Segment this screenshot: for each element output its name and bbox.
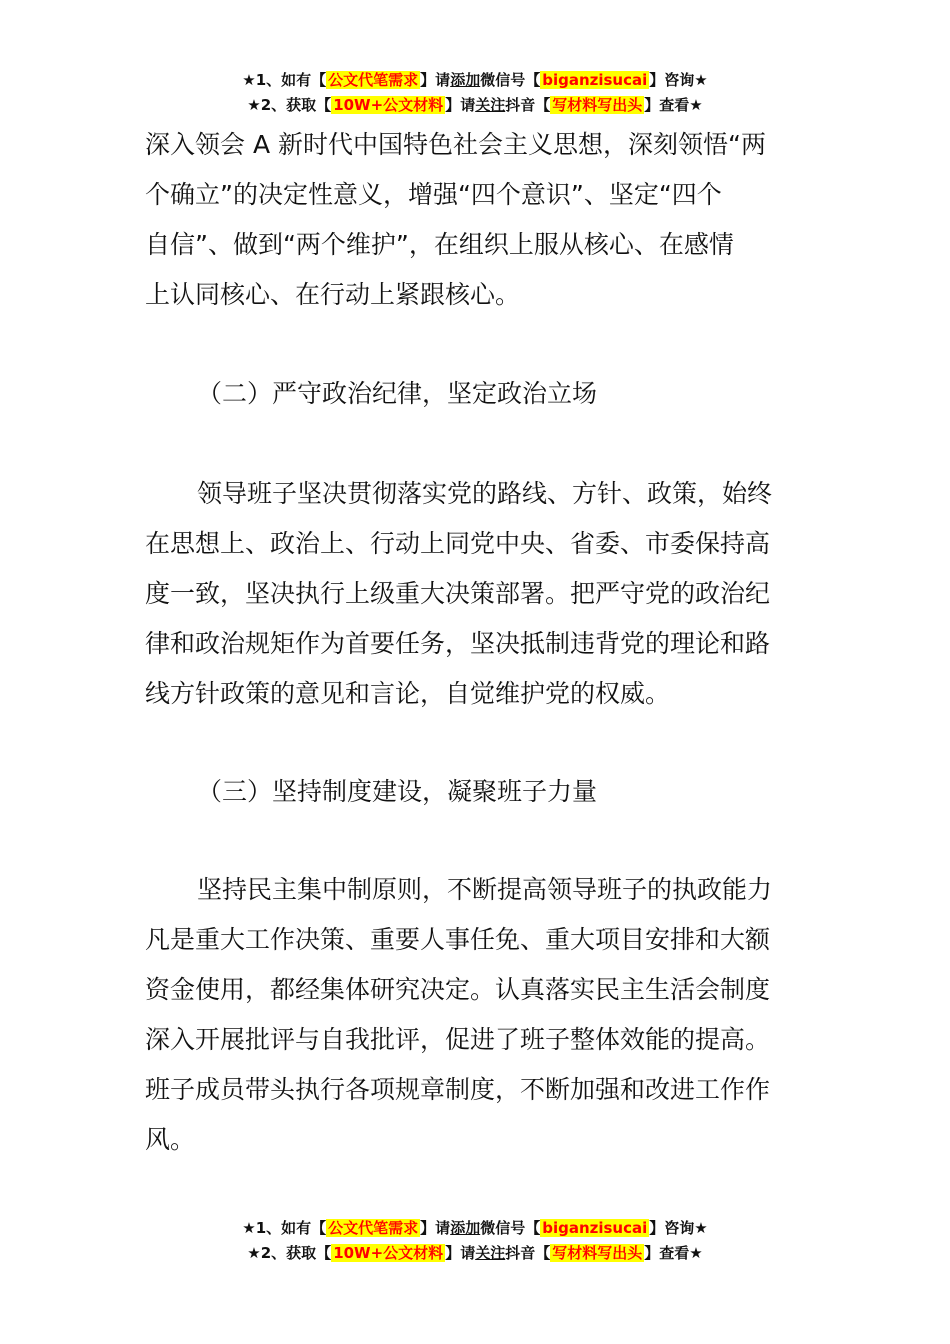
- text-line: 风。: [145, 1125, 196, 1154]
- highlight-douyin: 写材料写出头: [552, 1244, 643, 1262]
- text-line: 线方针政策的意见和言论，自觉维护党的权威。: [145, 679, 671, 708]
- banner-text: 】请: [420, 71, 451, 89]
- banner-text: ★2、获取【: [247, 1244, 332, 1262]
- underlined-add: 添加: [450, 71, 481, 89]
- banner-text: 】请: [420, 1219, 451, 1237]
- paragraph-body: [145, 120, 810, 320]
- paragraph-body: [145, 469, 810, 719]
- highlight-wechat-id: biganzisucai: [542, 71, 648, 89]
- text-line: 深入开展批评与自我批评，促进了班子整体效能的提高。: [145, 1025, 771, 1054]
- text-line: 班子成员带头执行各项规章制度，不断加强和改进工作作: [145, 1075, 771, 1104]
- banner-text: 抖音【: [505, 1244, 551, 1262]
- text-line: 上认同核心、在行动上紧跟核心。: [145, 280, 521, 309]
- paragraph-1: [145, 120, 810, 320]
- underlined-follow: 关注: [475, 96, 506, 114]
- text-line: 深入领会 A 新时代中国特色社会主义思想，深刻领悟“两: [145, 130, 766, 159]
- bottom-banner: [0, 1216, 950, 1266]
- banner-text: ★1、如有【: [242, 71, 327, 89]
- highlight-ghostwriting: 公文代笔需求: [328, 71, 419, 89]
- highlight-douyin: 写材料写出头: [552, 96, 643, 114]
- underlined-follow: 关注: [475, 1244, 506, 1262]
- banner-line-2: [0, 93, 950, 118]
- heading-text: （三）坚持制度建设，凝聚班子力量: [197, 777, 598, 806]
- banner-line-1: [0, 68, 950, 93]
- banner-text: ★1、如有【: [242, 1219, 327, 1237]
- highlight-wechat-id: biganzisucai: [542, 1219, 648, 1237]
- banner-text: 抖音【: [505, 96, 551, 114]
- banner-line-1: [0, 1216, 950, 1241]
- text-line: 坚持民主集中制原则，不断提高领导班子的执政能力: [197, 875, 773, 904]
- highlight-ghostwriting: 公文代笔需求: [328, 1219, 419, 1237]
- heading-text: （二）严守政治纪律，坚定政治立场: [197, 379, 598, 408]
- banner-text: 】咨询★: [649, 71, 708, 89]
- banner-text: 微信号【: [480, 71, 541, 89]
- highlight-materials: 10W+公文材料: [333, 96, 444, 114]
- underlined-add: 添加: [450, 1219, 481, 1237]
- text-line: 个确立”的决定性意义，增强“四个意识”、坚定“四个: [145, 180, 722, 209]
- paragraph-2: [145, 469, 810, 719]
- top-banner: [0, 68, 950, 118]
- paragraph-body: [145, 865, 810, 1165]
- section-heading-3: [145, 767, 810, 817]
- text-line: 领导班子坚决贯彻落实党的路线、方针、政策，始终: [197, 479, 773, 508]
- banner-line-2: [0, 1241, 950, 1266]
- text-line: 律和政治规矩作为首要任务，坚决抵制违背党的理论和路: [145, 629, 771, 658]
- text-line: 自信”、做到“两个维护”，在组织上服从核心、在感情: [145, 230, 734, 259]
- banner-text: 微信号【: [480, 1219, 541, 1237]
- highlight-materials: 10W+公文材料: [333, 1244, 444, 1262]
- text-line: 凡是重大工作决策、重要人事任免、重大项目安排和大额: [145, 925, 771, 954]
- text-line: 在思想上、政治上、行动上同党中央、省委、市委保持高: [145, 529, 771, 558]
- banner-text: 】请: [445, 1244, 476, 1262]
- text-line: 度一致，坚决执行上级重大决策部署。把严守党的政治纪: [145, 579, 771, 608]
- banner-text: 】查看★: [644, 96, 703, 114]
- section-heading-2: [145, 369, 810, 419]
- paragraph-3: [145, 865, 810, 1165]
- banner-text: 】请: [445, 96, 476, 114]
- banner-text: ★2、获取【: [247, 96, 332, 114]
- banner-text: 】咨询★: [649, 1219, 708, 1237]
- banner-text: 】查看★: [644, 1244, 703, 1262]
- text-line: 资金使用，都经集体研究决定。认真落实民主生活会制度: [145, 975, 771, 1004]
